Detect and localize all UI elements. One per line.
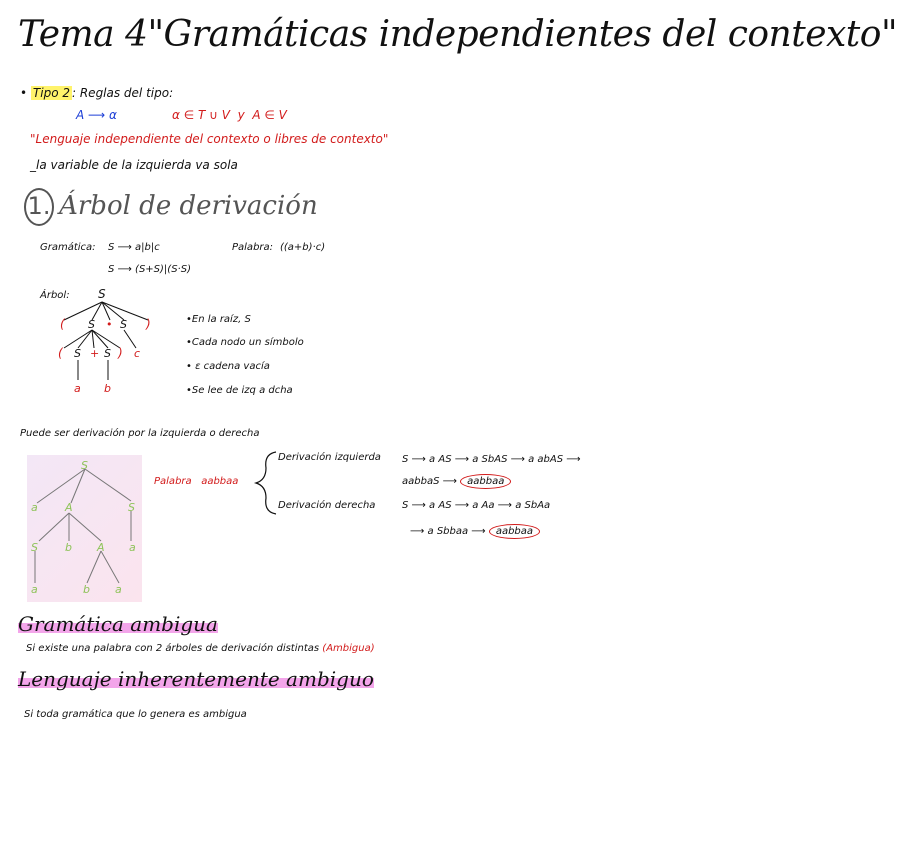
- tipo2-conditions: [172, 108, 287, 122]
- grammar-rule1: S ⟶ a|b|c: [108, 242, 160, 253]
- derecha-line2: [410, 524, 540, 539]
- ambigua-text-line: [26, 643, 375, 654]
- word-value: ((a+b)·c): [280, 242, 326, 253]
- tree-node: a: [115, 583, 122, 596]
- izquierda-line1: S ⟶ a AS ⟶ a SbAS ⟶ a abAS ⟶: [402, 454, 581, 465]
- ambigua-red: (Ambigua): [322, 643, 375, 654]
- condition2: A ∈ V: [252, 108, 287, 122]
- tipo2-rest: : Reglas del tipo:: [71, 86, 174, 100]
- example-tree: [27, 455, 142, 602]
- izquierda-result: aabbaa: [460, 474, 511, 489]
- section1-heading: [24, 188, 318, 226]
- tree-node: b: [83, 583, 90, 596]
- note-1: •En la raíz, S: [186, 314, 251, 325]
- page-title: Tema 4"Gramáticas independientes del contexto": [18, 14, 897, 55]
- variable-note: _la variable de la izquierda va sola: [30, 158, 238, 172]
- tipo2-line: [20, 86, 173, 100]
- node-rp1: ): [146, 317, 151, 331]
- arbol-label: Árbol:: [40, 290, 70, 301]
- tree-node: A: [97, 541, 105, 554]
- tree-node: a: [31, 501, 38, 514]
- inherente-text: Si toda gramática que lo genera es ambigua: [24, 709, 247, 720]
- tree-node: A: [65, 501, 73, 514]
- node-root: S: [98, 287, 106, 301]
- condition-join: y: [237, 108, 245, 122]
- node-s3: S: [74, 347, 81, 360]
- node-dot: •: [106, 318, 113, 331]
- condition1: α ∈ T ∪ V: [172, 108, 230, 122]
- derecha-line1: S ⟶ a AS ⟶ a Aa ⟶ a SbAa: [402, 500, 551, 511]
- section-number: 1.: [24, 188, 54, 226]
- tree-node: b: [65, 541, 72, 554]
- tree-node: S: [128, 501, 135, 514]
- note-4: •Se lee de izq a dcha: [186, 385, 293, 396]
- word-label: Palabra:: [232, 242, 274, 253]
- brace: [254, 448, 280, 518]
- tree-node: S: [31, 541, 38, 554]
- parse-tree-edges: [64, 302, 148, 380]
- node-rp2: ): [118, 346, 123, 360]
- node-b: b: [104, 382, 111, 395]
- node-lp2: (: [58, 346, 63, 360]
- node-plus: +: [90, 347, 100, 360]
- bullet: •: [20, 86, 28, 100]
- derecha-prefix: ⟶ a Sbbaa ⟶: [410, 526, 486, 537]
- parse-tree: [50, 284, 170, 404]
- note-2: •Cada nodo un símbolo: [186, 337, 304, 348]
- derivation-intro: Puede ser derivación por la izquierda o derecha: [20, 428, 260, 439]
- note-3: • ε cadena vacía: [186, 361, 270, 372]
- ambigua-title: Gramática ambigua: [18, 612, 218, 636]
- lenguaje-note: "Lenguaje independiente del contexto o libres de contexto": [30, 132, 389, 146]
- tree-node: S: [81, 459, 88, 472]
- tipo2-label: Tipo 2: [32, 86, 70, 100]
- node-lp1: (: [60, 317, 65, 331]
- izquierda-label: Derivación izquierda: [278, 452, 381, 463]
- example-tree-edges: [35, 469, 131, 583]
- grammar-label: Gramática:: [40, 242, 96, 253]
- tree-node: a: [31, 583, 38, 596]
- tipo2-rule: A ⟶ α: [76, 108, 117, 122]
- tree-node: a: [129, 541, 136, 554]
- grammar-rule2: S ⟶ (S+S)|(S·S): [108, 264, 191, 275]
- palabra-word: aabbaa: [201, 476, 239, 487]
- izquierda-prefix: aabbaS ⟶: [402, 476, 457, 487]
- node-c: c: [134, 347, 141, 360]
- node-s4: S: [104, 347, 111, 360]
- derecha-label: Derivación derecha: [278, 500, 376, 511]
- palabra-line: [154, 476, 238, 487]
- izquierda-line2: [402, 474, 511, 489]
- section-title: Árbol de derivación: [59, 191, 318, 221]
- derecha-result: aabbaa: [489, 524, 540, 539]
- palabra-label: Palabra: [154, 476, 192, 487]
- inherente-title: Lenguaje inherentemente ambiguo: [18, 667, 374, 691]
- node-s2: S: [120, 318, 127, 331]
- ambigua-text: Si existe una palabra con 2 árboles de derivación distintas: [26, 643, 320, 654]
- node-s1: S: [88, 318, 95, 331]
- node-a: a: [74, 382, 81, 395]
